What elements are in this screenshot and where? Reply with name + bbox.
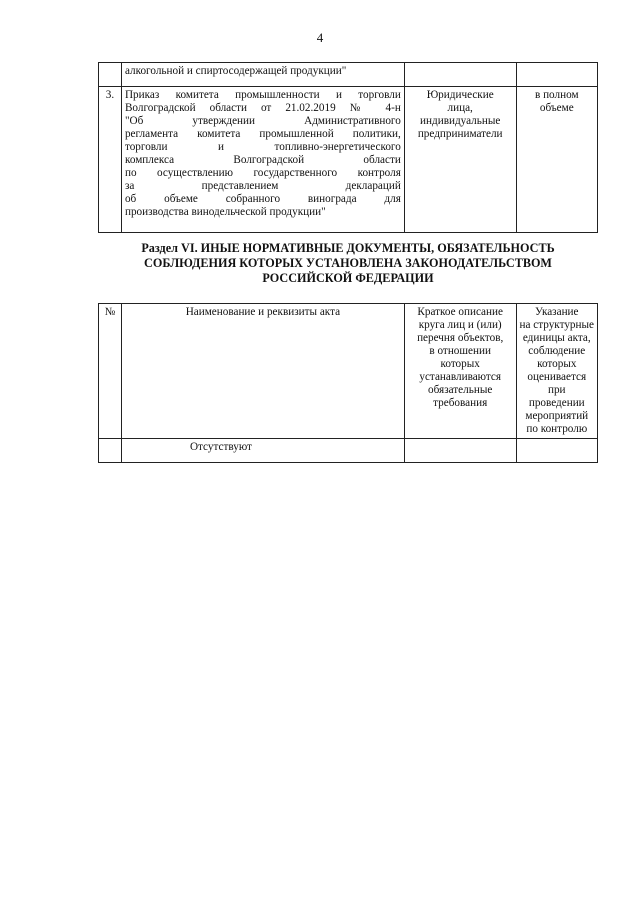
header-description — [404, 304, 516, 439]
table-header-row — [99, 304, 598, 439]
act-name-line: по осуществлению государственного контроля — [124, 167, 401, 179]
section-heading — [98, 241, 598, 286]
scope-line: в полном — [534, 89, 579, 101]
table-row — [99, 63, 598, 87]
header-act-name: Наименование и реквизиты акта — [121, 304, 404, 439]
section-heading-line: РОССИЙСКОЙ ФЕДЕРАЦИИ — [262, 271, 434, 285]
row-number-cell — [99, 63, 122, 87]
header-description-line: перечня объектов, — [417, 332, 504, 344]
act-name-cell: Отсутствуют — [121, 439, 404, 463]
row-number-cell — [99, 439, 122, 463]
act-name-line: Приказ комитета промышленности и торговли — [124, 89, 401, 101]
act-name-line: "Об утверждении Административного — [124, 115, 401, 127]
table-row — [99, 439, 598, 463]
header-units-line: которых — [537, 358, 577, 370]
act-name-line: производства винодельческой продукции" — [124, 206, 326, 218]
header-description-line: Краткое описание — [417, 306, 503, 318]
header-description-line: круга лиц и (или) — [418, 319, 502, 331]
header-units — [516, 304, 597, 439]
act-name-line: регламента комитета промышленной политики, — [124, 128, 401, 140]
section-heading-line: Раздел VI. ИНЫЕ НОРМАТИВНЫЕ ДОКУМЕНТЫ, ОБЯЗАТЕЛЬНОСТЬ — [141, 241, 555, 255]
act-name-line: за представлением деклараций — [124, 180, 401, 192]
header-units-line: по контролю — [526, 423, 588, 435]
act-name-line: Волгоградской области от 21.02.2019 № 4-н — [124, 102, 401, 114]
section-heading-line: СОБЛЮДЕНИЯ КОТОРЫХ УСТАНОВЛЕНА ЗАКОНОДАТЕЛЬСТВОМ — [144, 256, 552, 270]
header-units-line: оценивается при — [527, 371, 587, 396]
act-name-cell — [121, 87, 404, 233]
header-units-line: соблюдение — [528, 345, 586, 357]
requirements-table-continued — [98, 62, 598, 233]
header-number: № — [99, 304, 122, 439]
header-units-line: на структурные — [519, 319, 594, 331]
act-name-line: комплекса Волгоградской области — [124, 154, 401, 166]
row-number-cell: 3. — [99, 87, 122, 233]
header-description-line: обязательные — [428, 384, 493, 396]
subjects-line: индивидуальные — [420, 115, 501, 127]
subjects-cell — [404, 87, 516, 233]
scope-line: объеме — [539, 102, 574, 114]
table-row — [99, 87, 598, 233]
act-name-line: торговли и топливно-энергетического — [124, 141, 401, 153]
subjects-line: лица, — [447, 102, 473, 114]
description-cell — [404, 439, 516, 463]
header-description-line: которых — [440, 358, 480, 370]
subjects-line: Юридические — [426, 89, 494, 101]
units-cell — [516, 439, 597, 463]
scope-cell — [516, 87, 597, 233]
header-description-line: в отношении — [429, 345, 491, 357]
header-description-line: требования — [433, 397, 488, 409]
scope-cell — [516, 63, 597, 87]
header-units-line: единицы акта, — [522, 332, 591, 344]
header-units-line: проведении — [528, 397, 585, 409]
header-units-line: мероприятий — [525, 410, 589, 422]
subjects-line: предприниматели — [417, 128, 503, 140]
header-description-line: устанавливаются — [419, 371, 502, 383]
act-name-cell: алкогольной и спиртосодержащей продукции" — [121, 63, 404, 87]
act-name-line: об объеме собранного винограда для — [124, 193, 401, 205]
subjects-cell — [404, 63, 516, 87]
page-number: 4 — [316, 30, 324, 45]
other-acts-table — [98, 303, 598, 463]
header-units-line: Указание — [535, 306, 579, 318]
